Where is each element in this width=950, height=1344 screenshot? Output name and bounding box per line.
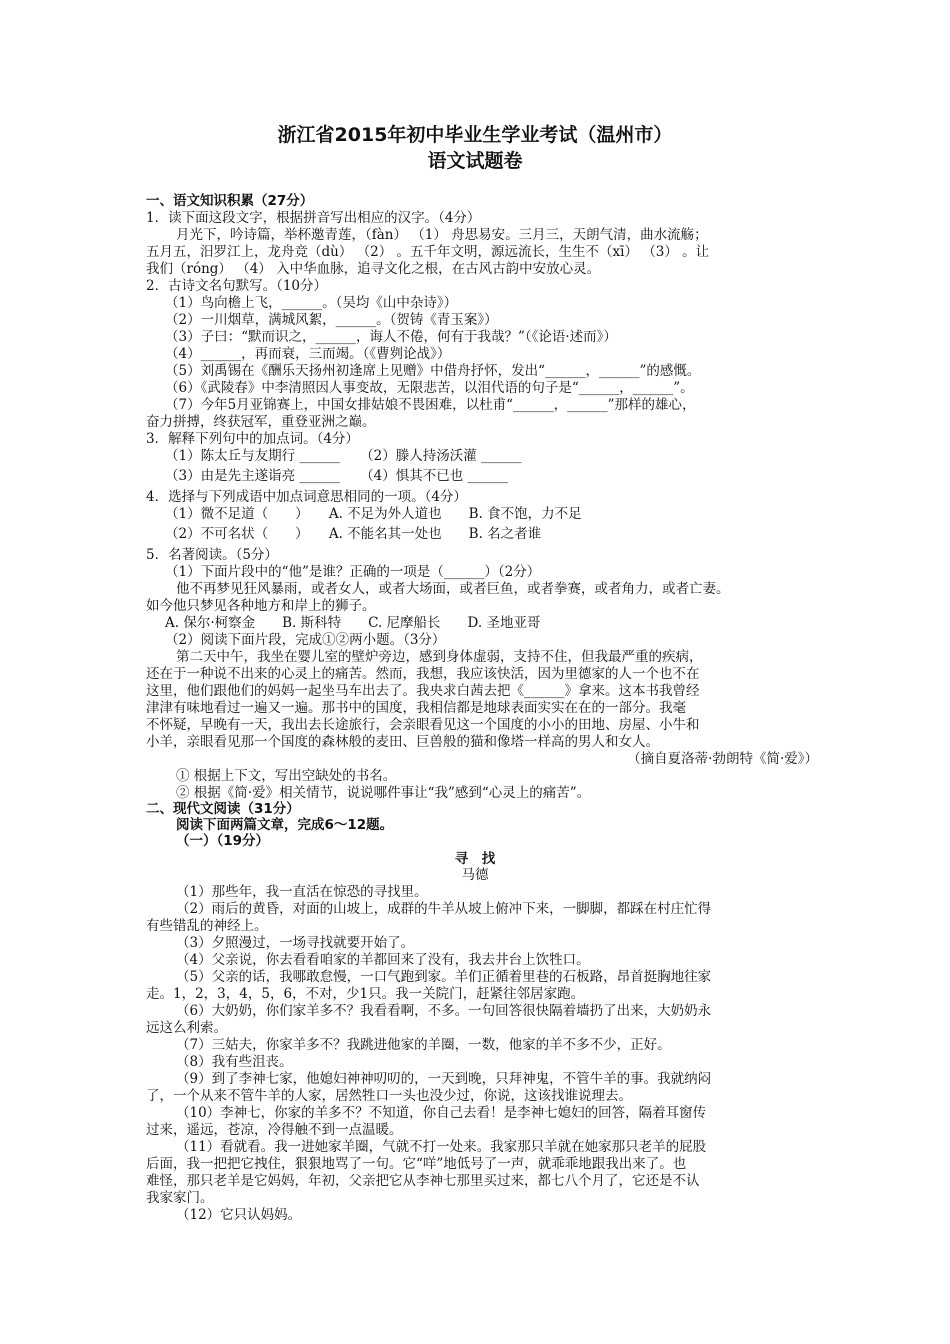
passage-line: 第二天中午，我坐在婴儿室的壁炉旁边，感到身体虚弱，支持不住，但我最严重的疾病， [176,649,703,665]
article-paragraph: 后面，我一把把它拽住，狠狠地骂了一句。它“咩”地低号了一声，就乖乖地跟我出来了。也 [146,1156,687,1172]
question-item: （1）陈太丘与友期行 ______ （2）滕人持汤沃灌 ______ [165,448,522,464]
question-item: （2）阅读下面片段，完成①②两小题。（3分） [165,632,446,648]
article-paragraph: （6）大奶奶，你们家羊多不？我看看啊，不多。一句回答很快隔着墙扔了出来，大奶奶永 [176,1003,712,1019]
sub-question: ① 根据上下文，写出空缺处的书名。 [176,768,397,784]
article-paragraph: （3）夕照漫过，一场寻找就要开始了。 [176,935,415,951]
question-stem: 1．读下面这段文字，根据拼音写出相应的汉字。（4分） [146,210,481,226]
passage-line: 月光下，吟诗篇，举杯邀青莲，（fàn） （1） 舟思易安。三月三，天朗气清，曲水流觞； [176,227,708,243]
article-paragraph: （11）看就看。我一进她家羊圈，气就不打一处来。我家那只羊就在她家那只老羊的屁股 [176,1139,707,1155]
question-item: （5）刘禹锡在《酬乐天扬州初逢席上见赠》中借舟抒怀，发出“______，______”的感慨。 [165,363,701,379]
question-stem: 3．解释下列句中的加点词。（4分） [146,431,359,447]
article-author: 马德 [461,867,489,883]
question-item: （3）子曰：“默而识之，______，诲人不倦，何有于我哉？”（《论语·述而》） [165,329,617,345]
question-item: （1）微不足道（ ） A. 不足为外人道也 B. 食不饱，力不足 [165,506,582,522]
question-item: （7）今年5月亚锦赛上，中国女排姑娘不畏困难，以杜甫“______，______”那样的雄心， [165,397,696,413]
passage-line: 不怀疑，早晚有一天，我出去长途旅行，会亲眼看见这一个国度的小小的田地、房屋、小牛和 [146,717,700,733]
question-item: （6）《武陵春》中李清照因人事变故，无限悲苦，以泪代语的句子是“______，______”。 [165,380,694,396]
question-item: 奋力拼搏，终获冠军，重登亚洲之巅。 [146,414,376,430]
article-paragraph: 我家家门。 [146,1190,214,1206]
sub-question: ② 根据《简·爱》相关情节，说说哪件事让“我”感到“心灵上的痛苦”。 [176,785,591,801]
question-stem: 4．选择与下列成语中加点词意思相同的一项。（4分） [146,489,467,505]
article-paragraph: 难怪，那只老羊是它妈妈，年初，父亲把它从李神七那里买过来，都七八个月了，它还是不认 [146,1173,700,1189]
article-title: 寻 找 [454,851,496,867]
question-item: （1）下面片段中的“他”是谁？正确的一项是（______）（2分） [165,564,541,580]
passage-line: 五月五，汨罗江上，龙舟竞（dù） （2） 。五千年文明，源远流长，生生不（xī） （3） 。让 [146,244,710,260]
question-item: （4）______，再而衰，三而竭。（《曹刿论战》） [165,346,451,362]
passage-line: 还在于一种说不出来的心灵上的痛苦。然而，我想，我应该快活，因为里德家的人一个也不在 [146,666,700,682]
article-paragraph: （5）父亲的话，我哪敢怠慢，一口气跑到家。羊们正循着里巷的石板路，昂首挺胸地往家 [176,969,712,985]
article-paragraph: 走。1，2，3，4，5，6，不对，少1只。我一关院门，赶紧往邻居家跑。 [146,986,585,1002]
passage-line: 如今他只梦见各种地方和岸上的狮子。 [146,598,376,614]
passage-source: （摘自夏洛蒂·勃朗特《简·爱》） [627,751,818,767]
article-paragraph: 过来，遥远，苍凉，冷得触不到一点温暖。 [146,1122,403,1138]
question-item: （2）一川烟草，满城风絮，______。（贺铸《青玉案》） [165,312,498,328]
article-paragraph: （7）三姑夫，你家羊多不？我跳进他家的羊圈，一数，他家的羊不多不少，正好。 [176,1037,671,1053]
question-item: （1）鸟向檐上飞，______。（吴均《山中杂诗》） [165,295,458,311]
exam-title: 浙江省2015年初中毕业生学业考试（温州市） [277,124,673,146]
section-instruction: 阅读下面两篇文章，完成6～12题。 [176,817,394,833]
article-paragraph: 远这么利索。 [146,1020,227,1036]
article-paragraph: （1）那些年，我一直活在惊恐的寻找里。 [176,884,428,900]
question-stem: 2．古诗文名句默写。（10分） [146,278,328,294]
article-paragraph: （2）雨后的黄昏，对面的山坡上，成群的牛羊从坡上俯冲下来，一脚脚，都踩在村庄忙得 [176,901,712,917]
answer-options: A. 保尔·柯察金 B. 斯科特 C. 尼摩船长 D. 圣地亚哥 [165,615,541,631]
article-paragraph: （12）它只认妈妈。 [176,1207,302,1223]
passage-line: 津津有味地看过一遍又一遍。那书中的国度，我相信都是地球表面实实在在的一部分。我毫 [146,700,686,716]
exam-subtitle: 语文试题卷 [427,150,523,172]
question-stem: 5．名著阅读。（5分） [146,547,278,563]
article-paragraph: 了，一个从来不管牛羊的人家，居然牲口一头也没少过，你说，这该找谁说理去。 [146,1088,632,1104]
article-paragraph: 有些错乱的神经上。 [146,918,268,934]
question-item: （3）由是先主遂诣亮 ______ （4）惧其不已也 ______ [165,468,509,484]
passage-line: 他不再梦见狂风暴雨，或者女人，或者大场面，或者巨鱼，或者拳赛，或者角力，或者亡妻。 [176,581,730,597]
section-heading: 二、现代文阅读（31分） [146,801,300,817]
passage-line: 我们（róng） （4） 入中华血脉，追寻文化之根，在古风古韵中安放心灵。 [146,261,601,277]
passage-line: 这里，他们跟他们的妈妈一起坐马车出去了。我央求白茜去把《______》拿来。这本书我曾经 [146,683,700,699]
article-paragraph: （4）父亲说，你去看看咱家的羊都回来了没有，我去井台上饮牲口。 [176,952,590,968]
passage-line: 小羊，亲眼看见那一个国度的森林般的麦田、巨兽般的猫和像塔一样高的男人和女人。 [146,734,659,750]
section-heading: 一、语文知识积累（27分） [146,193,314,209]
question-item: （2）不可名状（ ） A. 不能名其一处也 B. 名之者谁 [165,526,542,542]
article-paragraph: （9）到了李神七家，他媳妇神神叨叨的，一天到晚，只拜神鬼，不管牛羊的事。我就纳闷 [176,1071,712,1087]
subsection-heading: （一）（19分） [176,833,270,849]
article-paragraph: （8）我有些沮丧。 [176,1054,293,1070]
article-paragraph: （10）李神七，你家的羊多不？不知道，你自己去看！是李神七媳妇的回答，隔着耳窗传 [176,1105,707,1121]
